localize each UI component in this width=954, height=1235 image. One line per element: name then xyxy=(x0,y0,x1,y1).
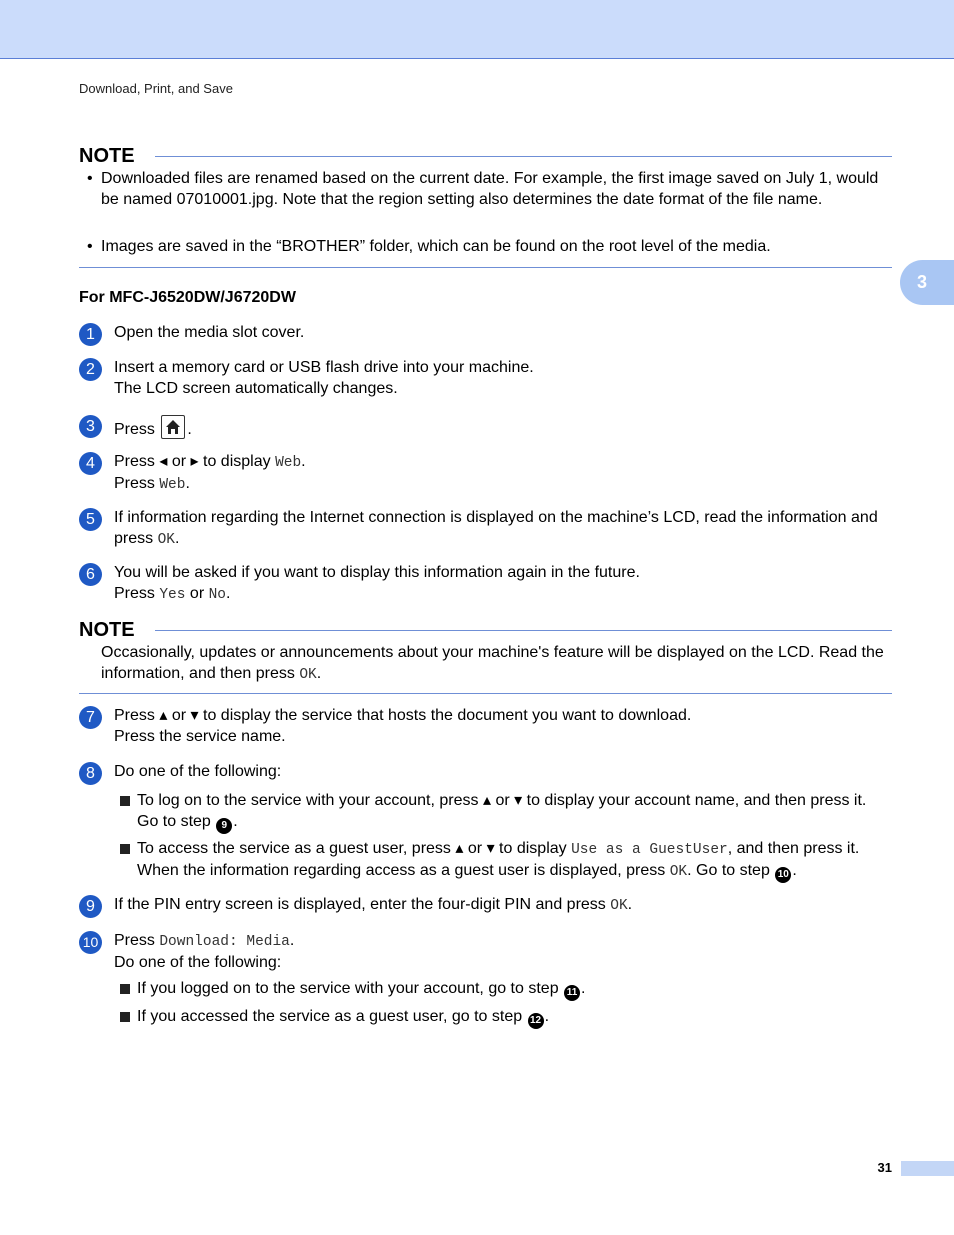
step-text: or xyxy=(171,453,187,470)
triangle-up-icon: ▴ xyxy=(455,840,464,857)
lcd-option-text: OK xyxy=(610,898,628,914)
punctuation: . xyxy=(301,453,306,470)
step-text: to display the service that hosts the document you want to download. xyxy=(203,707,692,724)
note-title: NOTE xyxy=(79,619,135,641)
option-text: If you logged on to the service with your account, go to step xyxy=(137,980,559,997)
step-number: 7 xyxy=(79,706,102,729)
punctuation: . xyxy=(289,932,295,949)
step-number: 1 xyxy=(79,323,102,346)
step-10 xyxy=(79,931,892,973)
note-bullet-text: Images are saved in the “BROTHER” folder, which can be found on the root level of the media. xyxy=(101,238,771,255)
step-7 xyxy=(79,706,892,747)
triangle-left-icon: ◂ xyxy=(159,453,168,470)
square-bullet-icon xyxy=(120,984,130,994)
step-text: or xyxy=(189,584,205,602)
option-text: to display your account name, and then press it. Go to step xyxy=(137,792,867,830)
option-text: to display xyxy=(499,840,567,857)
note-end-rule xyxy=(79,693,892,694)
step-reference-badge: 9 xyxy=(216,818,232,834)
step-text: Press xyxy=(114,584,155,602)
option-text: or xyxy=(495,792,510,809)
option-text: , and then press it. When the information regarding access as a guest user is displayed, press xyxy=(137,840,860,879)
step-option xyxy=(120,791,892,834)
punctuation: . xyxy=(185,474,190,492)
step-text: Press xyxy=(114,932,155,949)
step-text: If information regarding the Internet connection is displayed on the machine’s LCD, read the information and press xyxy=(114,509,878,547)
step-text: . xyxy=(187,421,192,438)
square-bullet-icon xyxy=(120,1012,130,1022)
page-number: 31 xyxy=(877,1160,892,1175)
running-header: Download, Print, and Save xyxy=(79,81,233,96)
step-reference-badge: 10 xyxy=(775,867,791,883)
option-text: To log on to the service with your account, press xyxy=(137,792,479,809)
punctuation: . xyxy=(174,529,180,547)
step-text: Do one of the following: xyxy=(114,763,282,780)
triangle-down-icon: ▾ xyxy=(486,840,495,857)
chapter-tab: 3 xyxy=(900,260,954,305)
punctuation: . xyxy=(792,861,797,879)
note-title: NOTE xyxy=(79,145,135,167)
step-option xyxy=(120,839,892,883)
note-bullet xyxy=(87,169,892,210)
triangle-up-icon: ▴ xyxy=(159,707,168,724)
note-rule xyxy=(155,156,892,157)
step-text: You will be asked if you want to display this information again in the future. xyxy=(114,564,640,581)
note-header xyxy=(79,144,892,168)
step-1 xyxy=(79,323,892,344)
step-text: Press the service name. xyxy=(114,727,286,745)
punctuation: . xyxy=(226,584,231,602)
lcd-option-text: OK xyxy=(157,531,175,548)
step-number: 9 xyxy=(79,895,102,918)
note-end-rule xyxy=(79,267,892,268)
step-option xyxy=(120,979,892,1001)
step-text: Open the media slot cover. xyxy=(114,324,305,341)
step-text: Do one of the following: xyxy=(114,953,282,971)
step-9 xyxy=(79,895,892,917)
punctuation: . xyxy=(316,664,322,682)
step-4 xyxy=(79,452,892,495)
lcd-option-text: Web xyxy=(275,455,302,471)
step-number: 4 xyxy=(79,452,102,475)
punctuation: . xyxy=(627,896,633,913)
punctuation: . xyxy=(581,980,586,997)
lcd-option-text: OK xyxy=(669,863,688,880)
step-text: Press xyxy=(114,453,155,470)
section-subheading: For MFC-J6520DW/J6720DW xyxy=(79,289,296,306)
page-number-band xyxy=(901,1161,954,1176)
step-text: If the PIN entry screen is displayed, enter the four-digit PIN and press xyxy=(114,896,606,913)
note-rule xyxy=(155,630,892,631)
step-8 xyxy=(79,762,892,783)
step-number: 6 xyxy=(79,563,102,586)
step-option xyxy=(120,1007,892,1029)
step-number: 8 xyxy=(79,762,102,785)
lcd-option-text: Use as a GuestUser xyxy=(571,842,728,858)
note-text xyxy=(101,643,892,685)
step-number: 5 xyxy=(79,508,102,531)
step-6 xyxy=(79,563,892,605)
triangle-down-icon: ▾ xyxy=(514,792,523,809)
lcd-option-text: No xyxy=(208,586,227,603)
note-body: Occasionally, updates or announcements about your machine's feature will be displayed on the LCD. Read the information, and then press xyxy=(101,644,884,682)
punctuation: . xyxy=(544,1008,550,1025)
step-3 xyxy=(79,415,892,441)
step-text: Press xyxy=(114,707,155,724)
option-text: To access the service as a guest user, press xyxy=(137,840,451,857)
step-5 xyxy=(79,508,892,550)
step-number: 2 xyxy=(79,358,102,381)
lcd-option-text: Download: Media xyxy=(159,934,290,950)
lcd-option-text: OK xyxy=(299,666,317,683)
lcd-option-text: Yes xyxy=(159,586,186,603)
step-text: Press xyxy=(114,421,155,438)
step-number: 3 xyxy=(79,415,102,438)
square-bullet-icon xyxy=(120,796,130,806)
triangle-right-icon: ▸ xyxy=(190,453,199,470)
step-text: Press xyxy=(114,474,155,492)
note-bullet xyxy=(87,237,892,258)
triangle-down-icon: ▾ xyxy=(190,707,199,724)
square-bullet-icon xyxy=(120,844,130,854)
step-text: or xyxy=(171,707,187,724)
step-reference-badge: 11 xyxy=(564,985,580,1001)
bullet-dot: • xyxy=(87,238,93,255)
step-number: 10 xyxy=(79,931,102,954)
step-2 xyxy=(79,358,892,399)
step-text: to display xyxy=(203,453,271,470)
note-bullet-text: Downloaded files are renamed based on the current date. For example, the first image saved on July 1, would be named 07010001.jpg. Note that the region setting also determines the date format of the file name. xyxy=(101,170,879,208)
lcd-option-text: Web xyxy=(159,476,186,493)
punctuation: . xyxy=(233,812,238,830)
option-text: If you accessed the service as a guest user, go to step xyxy=(137,1008,523,1025)
step-text: Insert a memory card or USB flash drive into your machine. xyxy=(114,359,534,376)
step-text: The LCD screen automatically changes. xyxy=(114,379,398,397)
option-text: or xyxy=(467,840,483,857)
home-icon xyxy=(161,415,185,439)
triangle-up-icon: ▴ xyxy=(482,792,491,809)
note-header xyxy=(79,618,892,642)
top-band xyxy=(0,0,954,59)
bullet-dot: • xyxy=(87,170,93,187)
option-text: . Go to step xyxy=(687,861,770,879)
step-reference-badge: 12 xyxy=(528,1013,544,1029)
